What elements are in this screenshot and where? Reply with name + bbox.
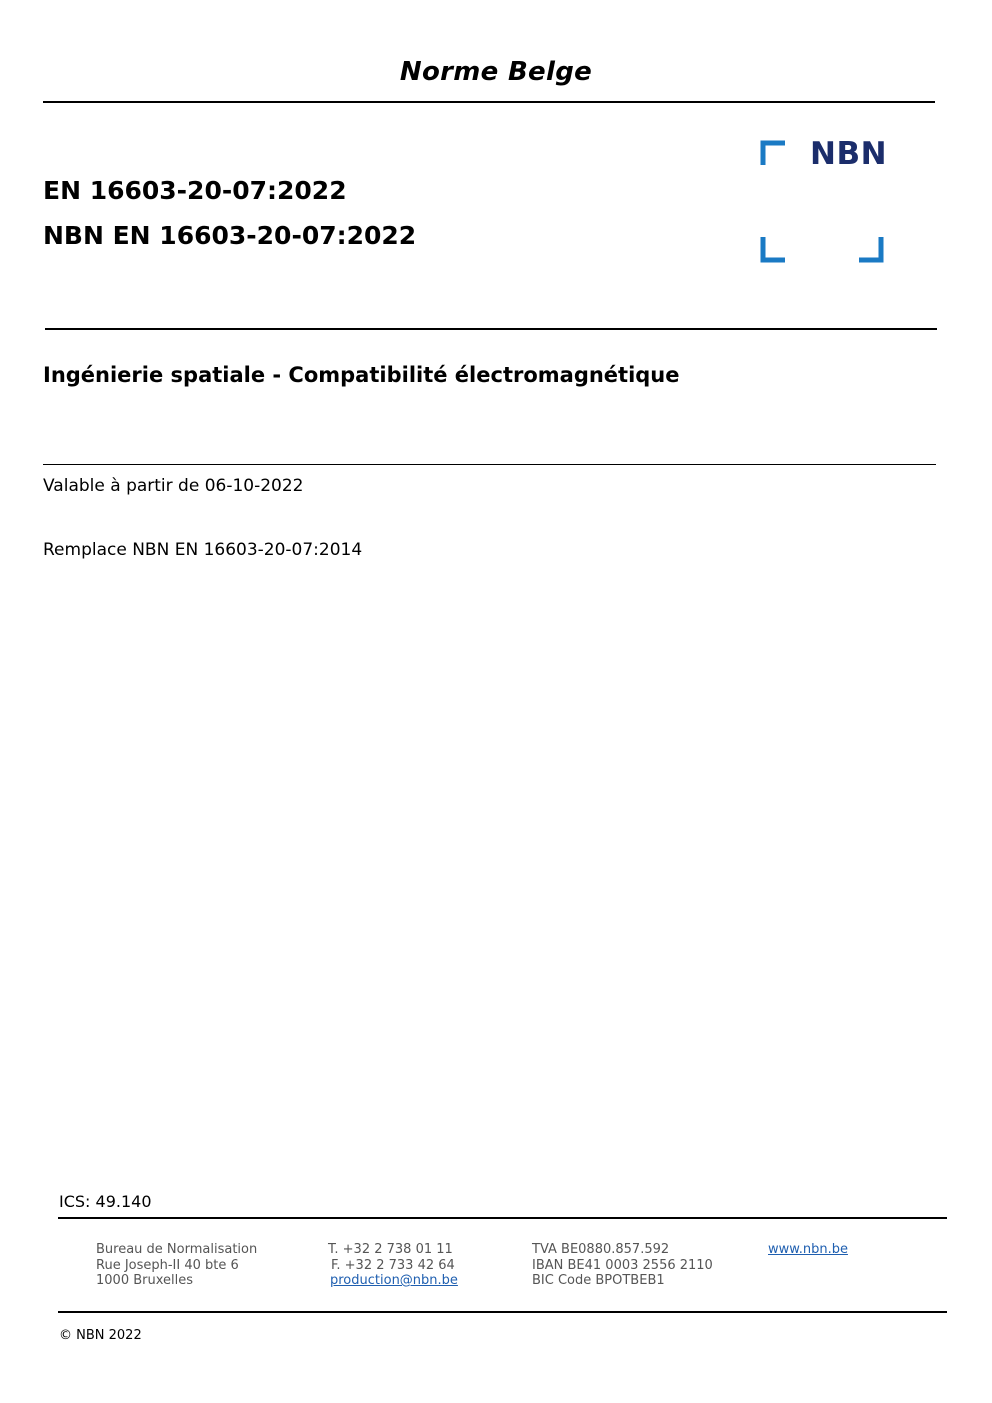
address-line-1: Bureau de Normalisation bbox=[96, 1242, 258, 1257]
footer-bottom-divider bbox=[58, 1311, 947, 1313]
header-divider bbox=[43, 101, 935, 103]
footer-top-divider bbox=[58, 1217, 947, 1219]
title-divider bbox=[45, 328, 937, 330]
email-link[interactable]: production@nbn.be bbox=[330, 1273, 458, 1288]
vat-number: TVA BE0880.857.592 bbox=[532, 1242, 670, 1257]
nbn-standard-code: NBN EN 16603-20-07:2022 bbox=[43, 221, 417, 250]
footer-website bbox=[768, 1242, 848, 1258]
validity-date: Valable à partir de 06-10-2022 bbox=[43, 476, 304, 496]
footer-contact bbox=[328, 1242, 458, 1289]
en-standard-code: EN 16603-20-07:2022 bbox=[43, 176, 347, 205]
ics-code: ICS: 49.140 bbox=[59, 1192, 152, 1211]
fax-number: F. +32 2 733 42 64 bbox=[331, 1257, 455, 1273]
iban-number: IBAN BE41 0003 2556 2110 bbox=[532, 1257, 713, 1273]
footer-address bbox=[96, 1242, 257, 1289]
phone-number: T. +32 2 738 01 11 bbox=[328, 1242, 453, 1257]
address-line-3: 1000 Bruxelles bbox=[96, 1273, 194, 1288]
address-line-2: Rue Joseph-II 40 bte 6 bbox=[96, 1257, 239, 1273]
website-link[interactable]: www.nbn.be bbox=[768, 1242, 848, 1257]
bic-code: BIC Code BPOTBEB1 bbox=[532, 1273, 665, 1288]
page-header-title: Norme Belge bbox=[399, 57, 593, 87]
footer-bank bbox=[532, 1242, 713, 1289]
subject-divider bbox=[43, 464, 936, 465]
replaces-standard: Remplace NBN EN 16603-20-07:2014 bbox=[43, 540, 363, 560]
document-subject: Ingénierie spatiale - Compatibilité électromagnétique bbox=[43, 363, 680, 387]
logo-text: NBN bbox=[810, 136, 888, 172]
copyright: © NBN 2022 bbox=[59, 1328, 142, 1343]
